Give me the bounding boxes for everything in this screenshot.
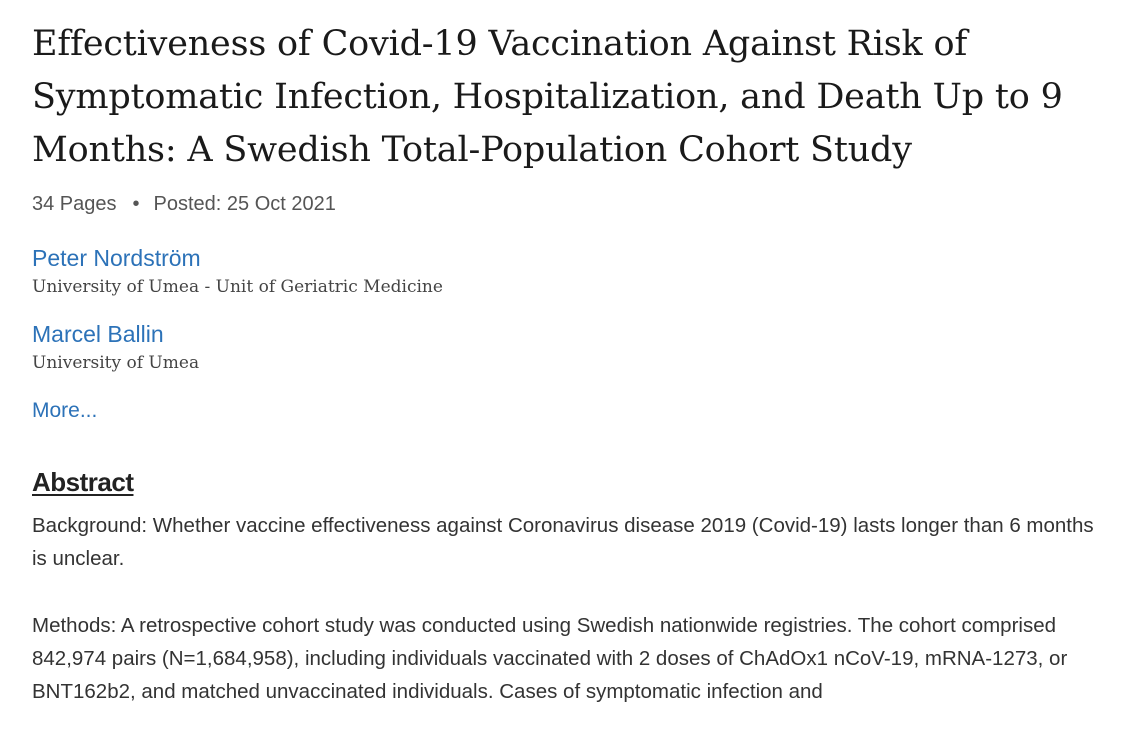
author-affiliation: University of Umea - Unit of Geriatric Medicine (32, 277, 443, 297)
paper-title: Effectiveness of Covid-19 Vaccination Against Risk of Symptomatic Infection, Hospitalization, and Death Up to 9 Months: A Swedish Total-Population Cohort Study (32, 24, 1063, 170)
abstract-background: Background: Whether vaccine effectiveness against Coronavirus disease 2019 (Covid-19) lasts longer than 6 months is unclear. (32, 514, 1094, 570)
author-link-peter-nordstrom[interactable]: Peter Nordström (32, 245, 201, 271)
author-entry (32, 243, 1102, 299)
abstract-heading: Abstract (32, 467, 134, 497)
author-affiliation: University of Umea (32, 353, 200, 373)
abstract-methods: Methods: A retrospective cohort study was conducted using Swedish nationwide registries. The cohort comprised 842,974 pairs (N=1,684,958), including individuals vaccinated with 2 doses of ChAdOx1 nCoV-19, mRNA-1273, or BNT162b2, and matched unvaccinated individuals. Cases of symptomatic infection and (32, 614, 1068, 703)
more-authors-link[interactable]: More... (32, 399, 98, 422)
paper-page (32, 0, 1102, 708)
author-entry (32, 319, 1102, 375)
author-link-marcel-ballin[interactable]: Marcel Ballin (32, 321, 164, 347)
page-count: 34 Pages (32, 193, 117, 215)
paper-meta (32, 191, 1102, 217)
posted-date: Posted: 25 Oct 2021 (153, 193, 336, 215)
meta-separator: • (132, 193, 140, 215)
author-list (32, 243, 1102, 423)
